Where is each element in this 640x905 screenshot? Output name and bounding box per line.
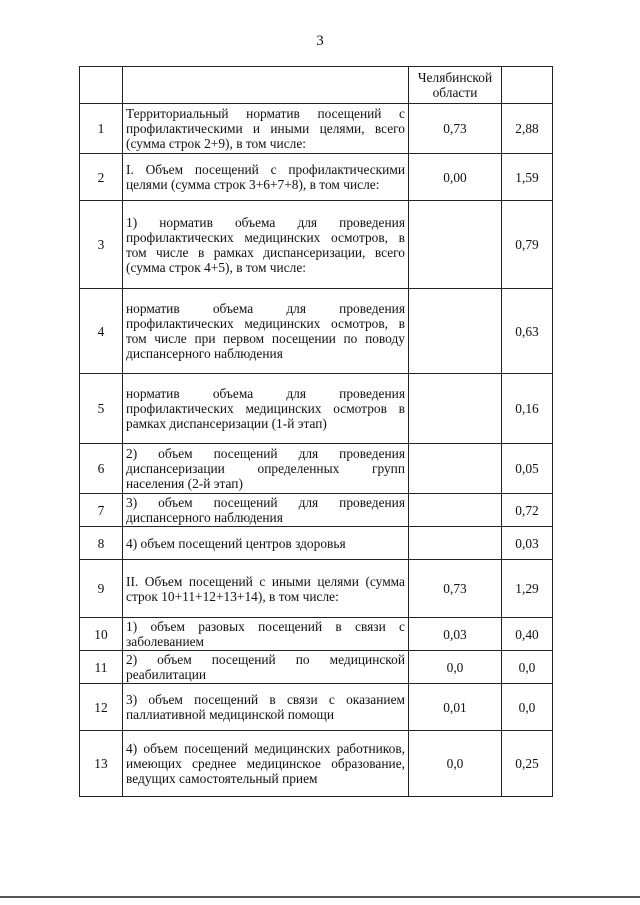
row-value-cell: 0,05 bbox=[502, 444, 553, 494]
row-number-cell: 1 bbox=[80, 104, 123, 154]
row-number-cell: 12 bbox=[80, 684, 123, 731]
header-cell-number bbox=[80, 67, 123, 104]
row-description-cell: 2) объем посещений для проведения диспансеризации определенных групп населения (2-й этап) bbox=[123, 444, 409, 494]
row-description-cell: 3) объем посещений в связи с оказанием паллиативной медицинской помощи bbox=[123, 684, 409, 731]
row-description-cell: I. Объем посещений с профилактическими целями (сумма строк 3+6+7+8), в том числе: bbox=[123, 154, 409, 201]
row-value-cell: 2,88 bbox=[502, 104, 553, 154]
row-region-value-cell bbox=[409, 494, 502, 527]
row-value-cell: 0,03 bbox=[502, 527, 553, 560]
row-value-cell: 0,63 bbox=[502, 289, 553, 374]
row-description-cell: норматив объема для проведения профилактических медицинских осмотров в рамках диспансеризации (1-й этап) bbox=[123, 374, 409, 444]
row-description-cell: 2) объем посещений по медицинской реабилитации bbox=[123, 651, 409, 684]
row-number-cell: 9 bbox=[80, 560, 123, 618]
row-number-cell: 6 bbox=[80, 444, 123, 494]
row-value-cell: 0,0 bbox=[502, 684, 553, 731]
row-region-value-cell bbox=[409, 444, 502, 494]
table-row bbox=[80, 731, 553, 797]
table-row bbox=[80, 618, 553, 651]
table-row bbox=[80, 527, 553, 560]
row-region-value-cell: 0,0 bbox=[409, 731, 502, 797]
row-description-cell: норматив объема для проведения профилактических медицинских осмотров, в том числе при первом посещении по поводу диспансерного наблюдения bbox=[123, 289, 409, 374]
table-row bbox=[80, 104, 553, 154]
row-region-value-cell bbox=[409, 374, 502, 444]
row-value-cell: 0,25 bbox=[502, 731, 553, 797]
row-number-cell: 2 bbox=[80, 154, 123, 201]
table-row bbox=[80, 684, 553, 731]
row-value-cell: 0,16 bbox=[502, 374, 553, 444]
row-description-cell: 1) объем разовых посещений в связи с заболеванием bbox=[123, 618, 409, 651]
row-region-value-cell bbox=[409, 201, 502, 289]
header-cell-description bbox=[123, 67, 409, 104]
row-region-value-cell: 0,73 bbox=[409, 104, 502, 154]
row-region-value-cell: 0,00 bbox=[409, 154, 502, 201]
row-region-value-cell bbox=[409, 289, 502, 374]
row-region-value-cell: 0,01 bbox=[409, 684, 502, 731]
row-number-cell: 5 bbox=[80, 374, 123, 444]
page-bottom-edge bbox=[0, 896, 640, 898]
row-value-cell: 0,79 bbox=[502, 201, 553, 289]
row-value-cell: 0,72 bbox=[502, 494, 553, 527]
table-row bbox=[80, 444, 553, 494]
table-row bbox=[80, 374, 553, 444]
row-number-cell: 3 bbox=[80, 201, 123, 289]
page-number: 3 bbox=[316, 33, 324, 49]
row-description-cell: Территориальный норматив посещений с профилактическими и иными целями, всего (сумма строк 2+9), в том числе: bbox=[123, 104, 409, 154]
table-row bbox=[80, 154, 553, 201]
row-value-cell: 1,29 bbox=[502, 560, 553, 618]
row-description-cell: 4) объем посещений центров здоровья bbox=[123, 527, 409, 560]
row-value-cell: 0,40 bbox=[502, 618, 553, 651]
norms-table bbox=[79, 66, 553, 797]
header-cell-region: Челябинской области bbox=[409, 67, 502, 104]
row-description-cell: 4) объем посещений медицинских работников, имеющих среднее медицинское образование, ведущих самостоятельный прием bbox=[123, 731, 409, 797]
row-number-cell: 7 bbox=[80, 494, 123, 527]
row-number-cell: 13 bbox=[80, 731, 123, 797]
header-cell-value bbox=[502, 67, 553, 104]
table-header-row bbox=[80, 67, 553, 104]
row-region-value-cell: 0,0 bbox=[409, 651, 502, 684]
row-description-cell: II. Объем посещений с иными целями (сумма строк 10+11+12+13+14), в том числе: bbox=[123, 560, 409, 618]
table-row bbox=[80, 494, 553, 527]
table-row bbox=[80, 289, 553, 374]
row-description-cell: 1) норматив объема для проведения профилактических медицинских осмотров, в том числе в рамках диспансеризации, всего (сумма строк 4+5), в том числе: bbox=[123, 201, 409, 289]
row-value-cell: 0,0 bbox=[502, 651, 553, 684]
row-number-cell: 8 bbox=[80, 527, 123, 560]
row-number-cell: 11 bbox=[80, 651, 123, 684]
row-region-value-cell: 0,73 bbox=[409, 560, 502, 618]
row-number-cell: 4 bbox=[80, 289, 123, 374]
row-number-cell: 10 bbox=[80, 618, 123, 651]
row-value-cell: 1,59 bbox=[502, 154, 553, 201]
table-row bbox=[80, 560, 553, 618]
row-description-cell: 3) объем посещений для проведения диспансерного наблюдения bbox=[123, 494, 409, 527]
row-region-value-cell bbox=[409, 527, 502, 560]
row-region-value-cell: 0,03 bbox=[409, 618, 502, 651]
table-row bbox=[80, 651, 553, 684]
table-row bbox=[80, 201, 553, 289]
